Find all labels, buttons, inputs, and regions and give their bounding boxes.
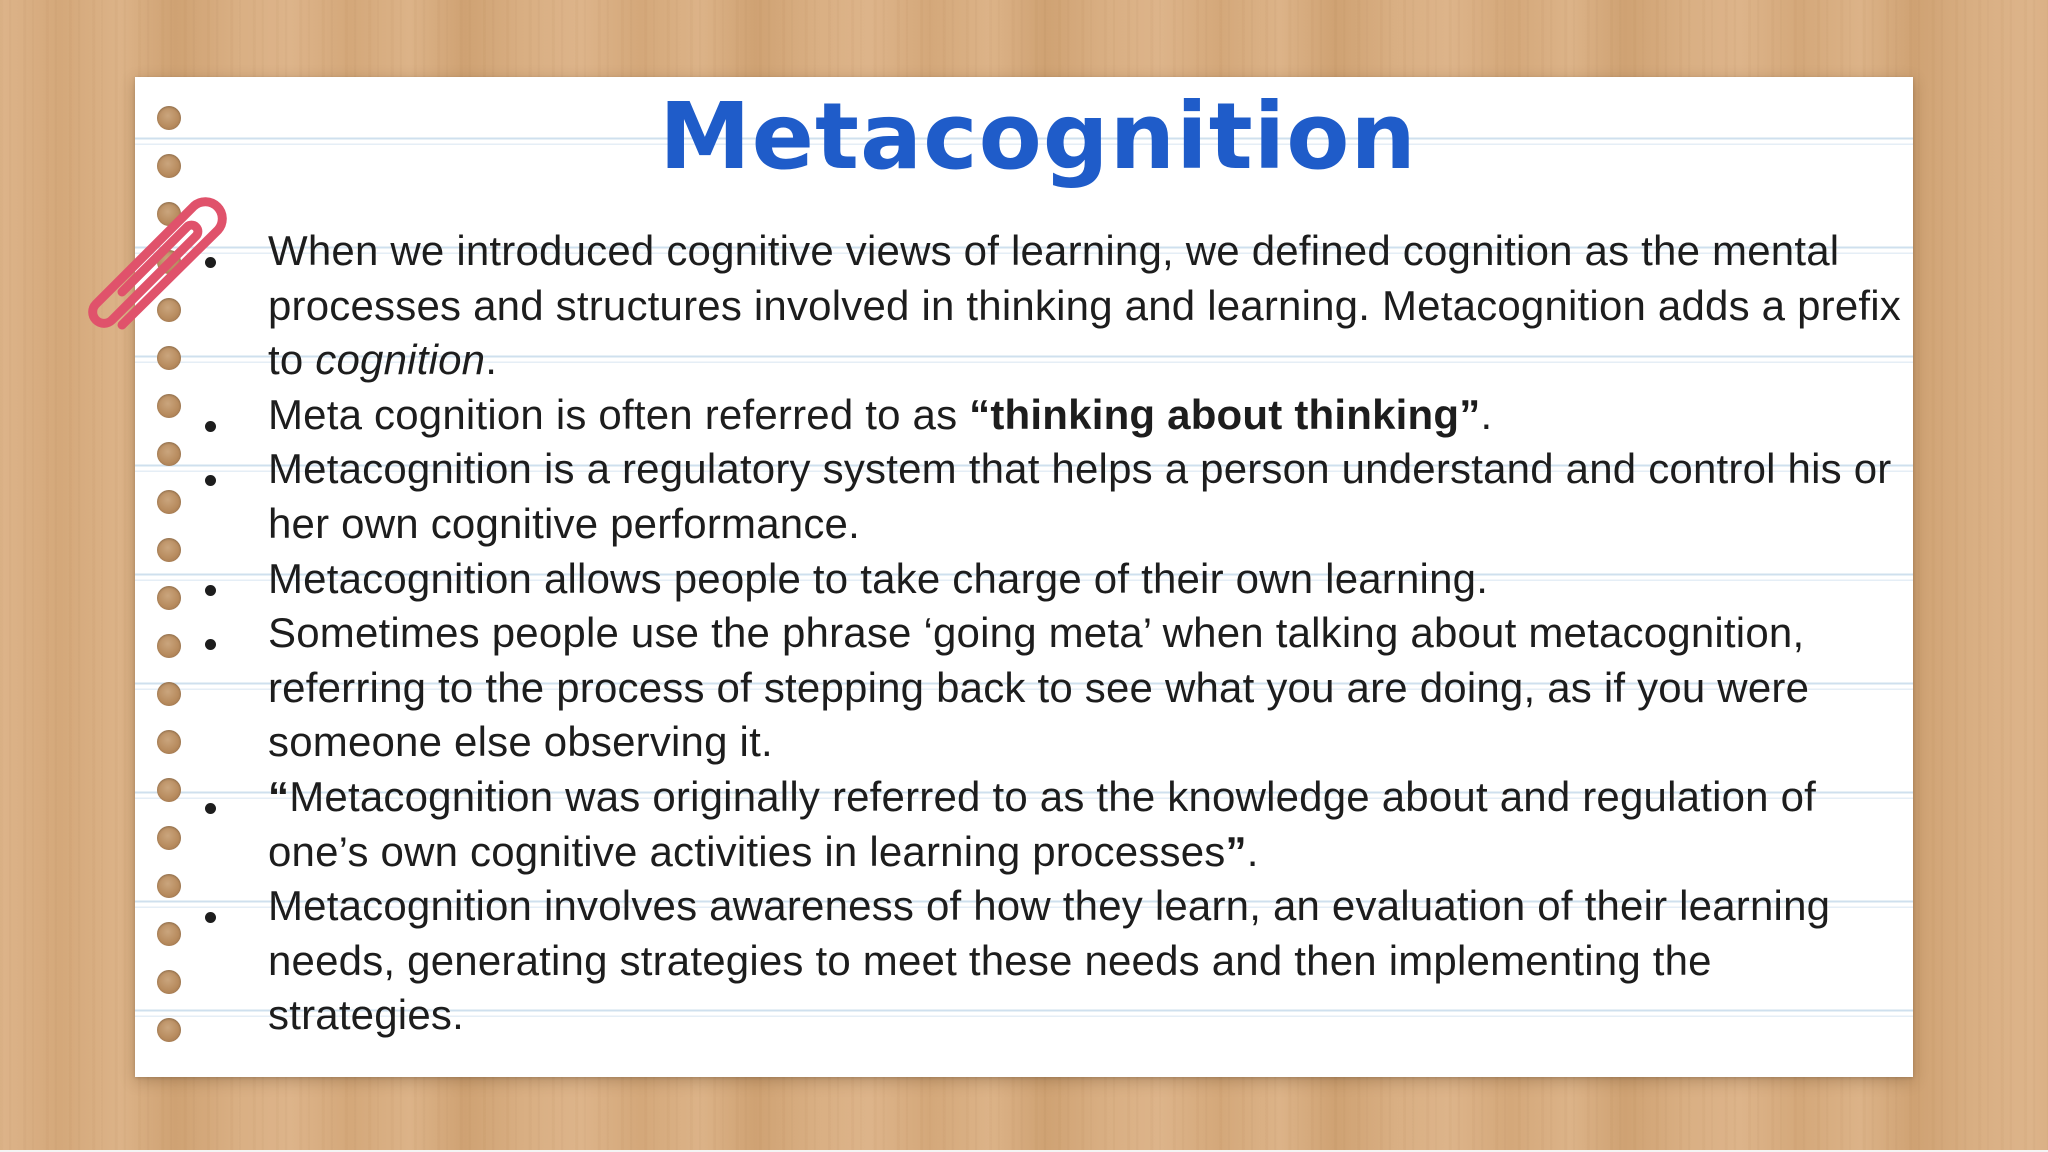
binder-hole (157, 682, 181, 706)
list-item (268, 879, 1908, 1043)
list-item-strong: “thinking about thinking” (969, 390, 1481, 438)
binder-hole (157, 490, 181, 514)
list-item-text: Meta cognition is often referred to as (268, 390, 970, 438)
bullet-list (268, 224, 1908, 1043)
list-item-text: Metacognition is a regulatory system that helps a person understand and control his or her own cognitive performance. (268, 445, 1892, 547)
bullet-dot (205, 475, 216, 486)
paperclip-icon (78, 180, 248, 340)
list-item-open-quote: “ (268, 772, 290, 820)
binder-hole (157, 922, 181, 946)
binder-hole (157, 778, 181, 802)
list-item-emphasis: cognition (315, 336, 486, 384)
binder-hole (157, 346, 181, 370)
list-item (268, 442, 1908, 551)
list-item (268, 388, 1908, 443)
list-item-text: Metacognition involves awareness of how they learn, an evaluation of their learning needs, generating strategies to meet these needs and then implementing the strategies. (268, 882, 1831, 1039)
page-title: Metacognition (659, 83, 1417, 190)
list-item-text: Metacognition allows people to take charge of their own learning. (268, 554, 1489, 602)
list-item-punctuation: . (1246, 827, 1259, 875)
list-item (268, 770, 1908, 879)
list-item-text: Sometimes people use the phrase ‘going meta’ when talking about metacognition, referring to the process of stepping back to see what you are doing, as if you were someone else observing it. (268, 609, 1810, 766)
binder-hole (157, 730, 181, 754)
binder-hole (157, 442, 181, 466)
list-item-punctuation: . (485, 336, 498, 384)
bullet-dot (205, 421, 216, 432)
binder-hole (157, 586, 181, 610)
list-item (268, 606, 1908, 770)
bullet-dot (205, 639, 216, 650)
bullet-dot (205, 257, 216, 268)
bullet-dot (205, 912, 216, 923)
binder-hole (157, 634, 181, 658)
bullet-dot (205, 803, 216, 814)
list-item (268, 224, 1908, 388)
list-item (268, 552, 1908, 607)
binder-hole (157, 394, 181, 418)
bullet-dot (205, 585, 216, 596)
binder-hole (157, 538, 181, 562)
binder-hole (157, 874, 181, 898)
binder-hole (157, 1018, 181, 1042)
list-item-text: Metacognition was originally referred to as the knowledge about and regulation of one’s own cognitive activities in learning processes (268, 772, 1817, 875)
binder-hole (157, 826, 181, 850)
list-item-text: When we introduced cognitive views of learning, we defined cognition as the mental processes and structures involved in thinking and learning. Metacognition adds a prefix to (268, 227, 1902, 384)
binder-hole (157, 970, 181, 994)
list-item-punctuation: . (1480, 390, 1493, 438)
list-item-close-quote: ” (1225, 827, 1247, 875)
